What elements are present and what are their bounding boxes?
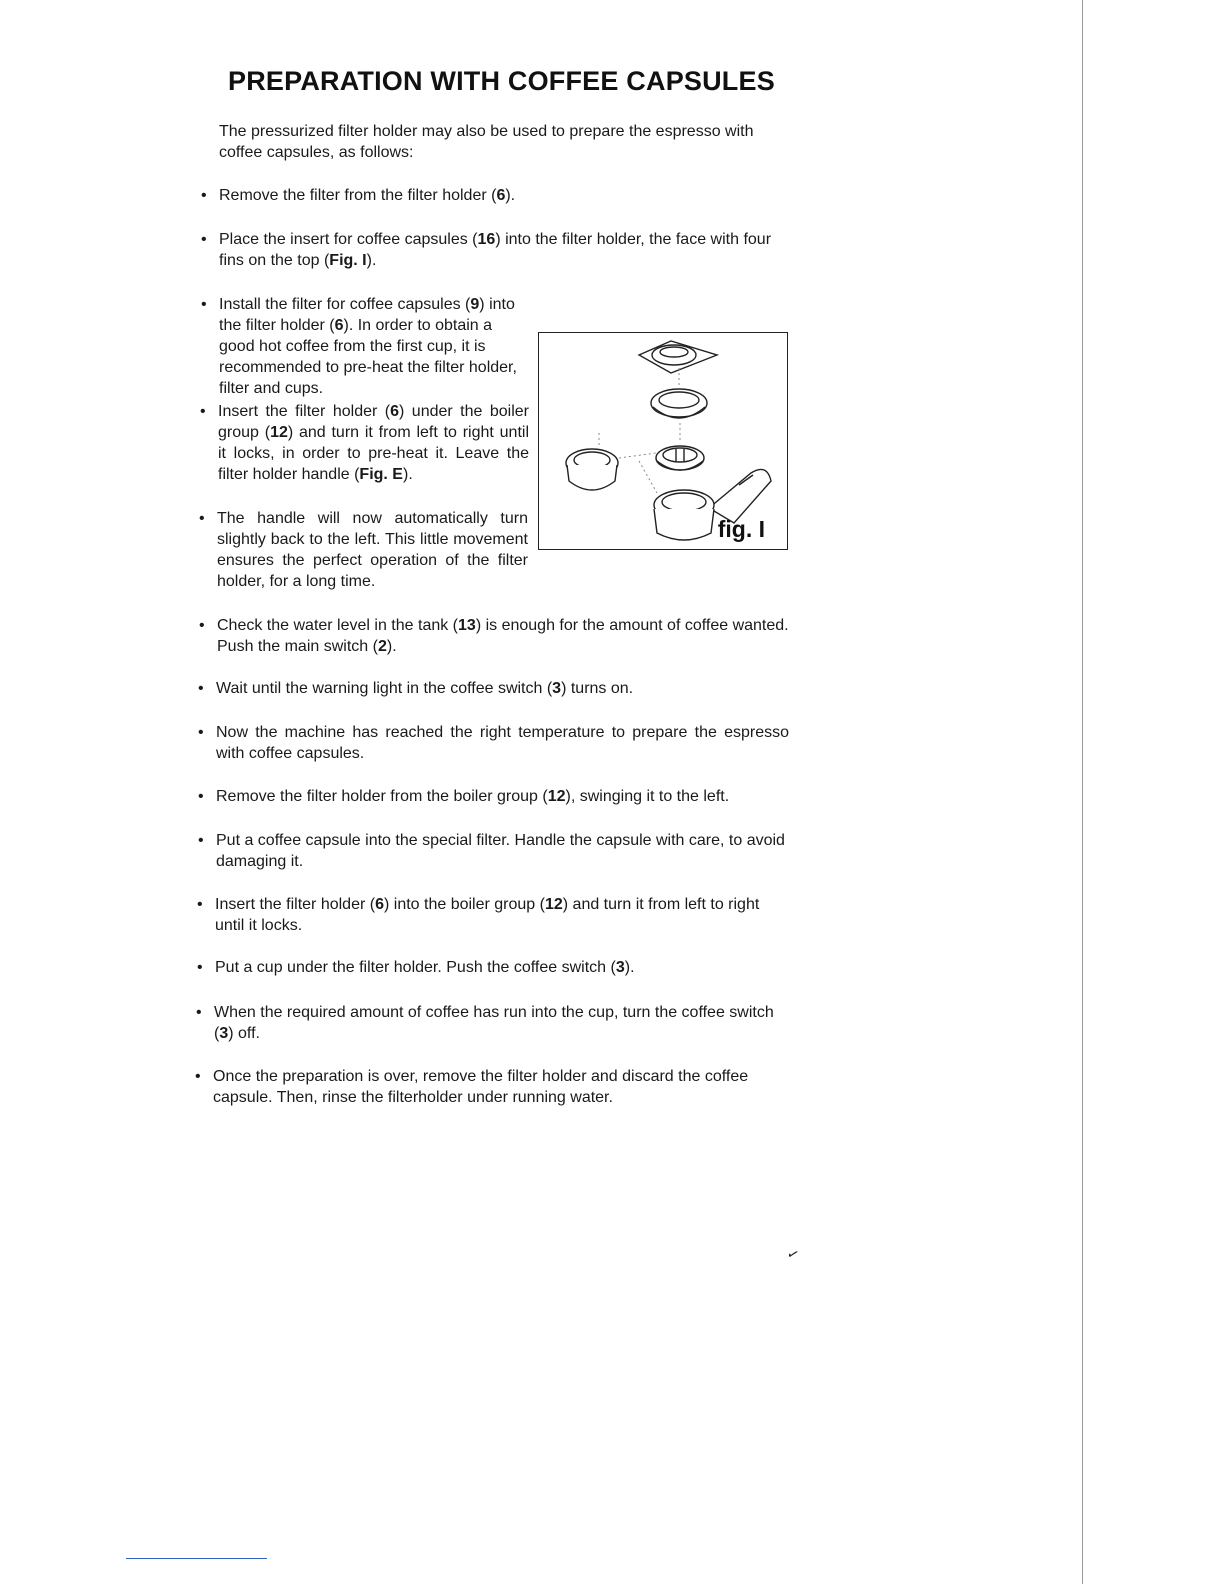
text-run: ) into the filter holder (: [219, 296, 515, 334]
text-run: ).: [624, 959, 635, 976]
bullet-mark: •: [196, 1004, 202, 1021]
bullet-mark: •: [200, 403, 206, 420]
reference-number: 12: [270, 424, 288, 441]
text-run: ) turns on.: [561, 680, 634, 697]
text-run: Check the water level in the tank (: [217, 617, 459, 634]
page-title: PREPARATION WITH COFFEE CAPSULES: [228, 66, 775, 96]
bullet-mark: •: [198, 788, 204, 805]
text-run: Insert the filter holder (: [215, 896, 376, 913]
instruction-text: [216, 678, 789, 699]
bullet-mark: •: [201, 187, 207, 204]
reference-number: Fig. I: [329, 252, 367, 269]
text-run: Now the machine has reached the right temperature to prepare the espresso with coffee capsules.: [216, 724, 789, 762]
text-run: ).: [386, 638, 397, 655]
figure-i-illustration: [538, 332, 788, 550]
text-run: Place the insert for coffee capsules (: [219, 231, 478, 248]
disk-filter-part: [656, 446, 704, 470]
reference-number: 3: [219, 1025, 229, 1042]
text-run: ). In order to obtain a good hot coffee from the first cup, it is recommended to pre-heat the filter holder, filter and cups.: [219, 317, 517, 397]
page-mark: ✓: [784, 1244, 802, 1264]
reference-number: 6: [375, 896, 384, 913]
instruction-text: [214, 1002, 789, 1044]
instruction-item: [198, 722, 789, 764]
instruction-item: [200, 401, 529, 485]
reference-number: 9: [470, 296, 480, 313]
instruction-text: [216, 830, 789, 872]
text-run: Remove the filter holder from the boiler group (: [216, 788, 548, 805]
instruction-text: [215, 894, 789, 936]
reference-number: 16: [477, 231, 496, 248]
bullet-mark: •: [198, 724, 204, 741]
text-run: Install the filter for coffee capsules (: [219, 296, 471, 313]
instruction-item: [198, 678, 789, 699]
bullet-mark: •: [199, 510, 205, 527]
instruction-text: [219, 294, 529, 399]
text-run: ).: [505, 187, 516, 204]
page-edge-line: [1082, 0, 1083, 1584]
text-run: Once the preparation is over, remove the filter holder and discard the coffee capsule. Then, rinse the filterholder under running water.: [213, 1068, 749, 1106]
reference-number: 6: [334, 317, 344, 334]
text-run: ) is enough for the amount of coffee wanted. Push the main switch (: [217, 617, 789, 655]
reference-number: 3: [615, 959, 625, 976]
text-run: ) under the boiler group (: [218, 403, 529, 441]
figure-label: fig. I: [717, 516, 765, 542]
text-run: ) into the boiler group (: [383, 896, 545, 913]
reference-number: Fig. E: [359, 466, 403, 483]
instruction-text: [216, 722, 789, 764]
instruction-text: [219, 229, 791, 271]
text-run: The handle will now automatically turn slightly back to the left. This little movement ensures the perfect operation of the filter holder, for a long time.: [217, 510, 528, 590]
instruction-text: [216, 786, 789, 807]
text-run: Put a cup under the filter holder. Push the coffee switch (: [215, 959, 616, 976]
text-run: Put a coffee capsule into the special filter. Handle the capsule with care, to avoid damaging it.: [216, 832, 785, 870]
instruction-text: [217, 508, 528, 592]
instruction-item: [201, 185, 791, 206]
instruction-item: [198, 830, 789, 872]
bullet-mark: •: [198, 680, 204, 697]
reference-number: 6: [496, 187, 506, 204]
footer-rule-line: [126, 1558, 267, 1559]
instruction-text: [218, 401, 529, 485]
text-run: Insert the filter holder (: [218, 403, 391, 420]
text-run: ) and turn it from left to right until it locks.: [215, 896, 760, 934]
text-run: When the required amount of coffee has run into the cup, turn the coffee switch (: [214, 1004, 774, 1042]
instruction-text: [215, 957, 789, 978]
reference-number: 3: [552, 680, 562, 697]
bullet-mark: •: [197, 896, 203, 913]
instruction-text: [213, 1066, 788, 1108]
text-run: ).: [402, 466, 413, 483]
instruction-item: [197, 894, 789, 936]
text-run: ), swinging it to the left.: [565, 788, 730, 805]
instruction-text: [217, 615, 790, 657]
intro-paragraph: The pressurized filter holder may also be used to prepare the espresso with coffee capsules, as follows:: [219, 123, 754, 161]
text-run: ) and turn it from left to right until it locks, in order to pre-heat it. Leave the filter holder handle (: [218, 424, 529, 483]
reference-number: 12: [544, 896, 563, 913]
instruction-text: [219, 185, 791, 206]
instruction-item: [199, 615, 790, 657]
instruction-item: [201, 229, 791, 271]
instruction-item: [198, 786, 789, 807]
bullet-mark: •: [195, 1068, 201, 1085]
text-run: Remove the filter from the filter holder (: [219, 187, 497, 204]
text-run: ) off.: [228, 1025, 260, 1042]
text-run: ) into the filter holder, the face with four fins on the top (: [219, 231, 772, 269]
bullet-mark: •: [199, 617, 205, 634]
reference-number: 12: [547, 788, 566, 805]
reference-number: 6: [390, 403, 400, 420]
reference-number: 2: [377, 638, 387, 655]
capsule-filter-part: [651, 389, 707, 418]
bullet-mark: •: [198, 832, 204, 849]
instruction-item: [195, 1066, 788, 1108]
bullet-mark: •: [201, 231, 207, 248]
cup-part: [566, 449, 618, 490]
bullet-mark: •: [201, 296, 207, 313]
text-run: ).: [366, 252, 377, 269]
text-run: Wait until the warning light in the coffee switch (: [216, 680, 553, 697]
bullet-mark: •: [197, 959, 203, 976]
instruction-item: [196, 1002, 789, 1044]
reference-number: 13: [458, 617, 476, 634]
instruction-item: [199, 508, 528, 592]
instruction-item: [197, 957, 789, 978]
